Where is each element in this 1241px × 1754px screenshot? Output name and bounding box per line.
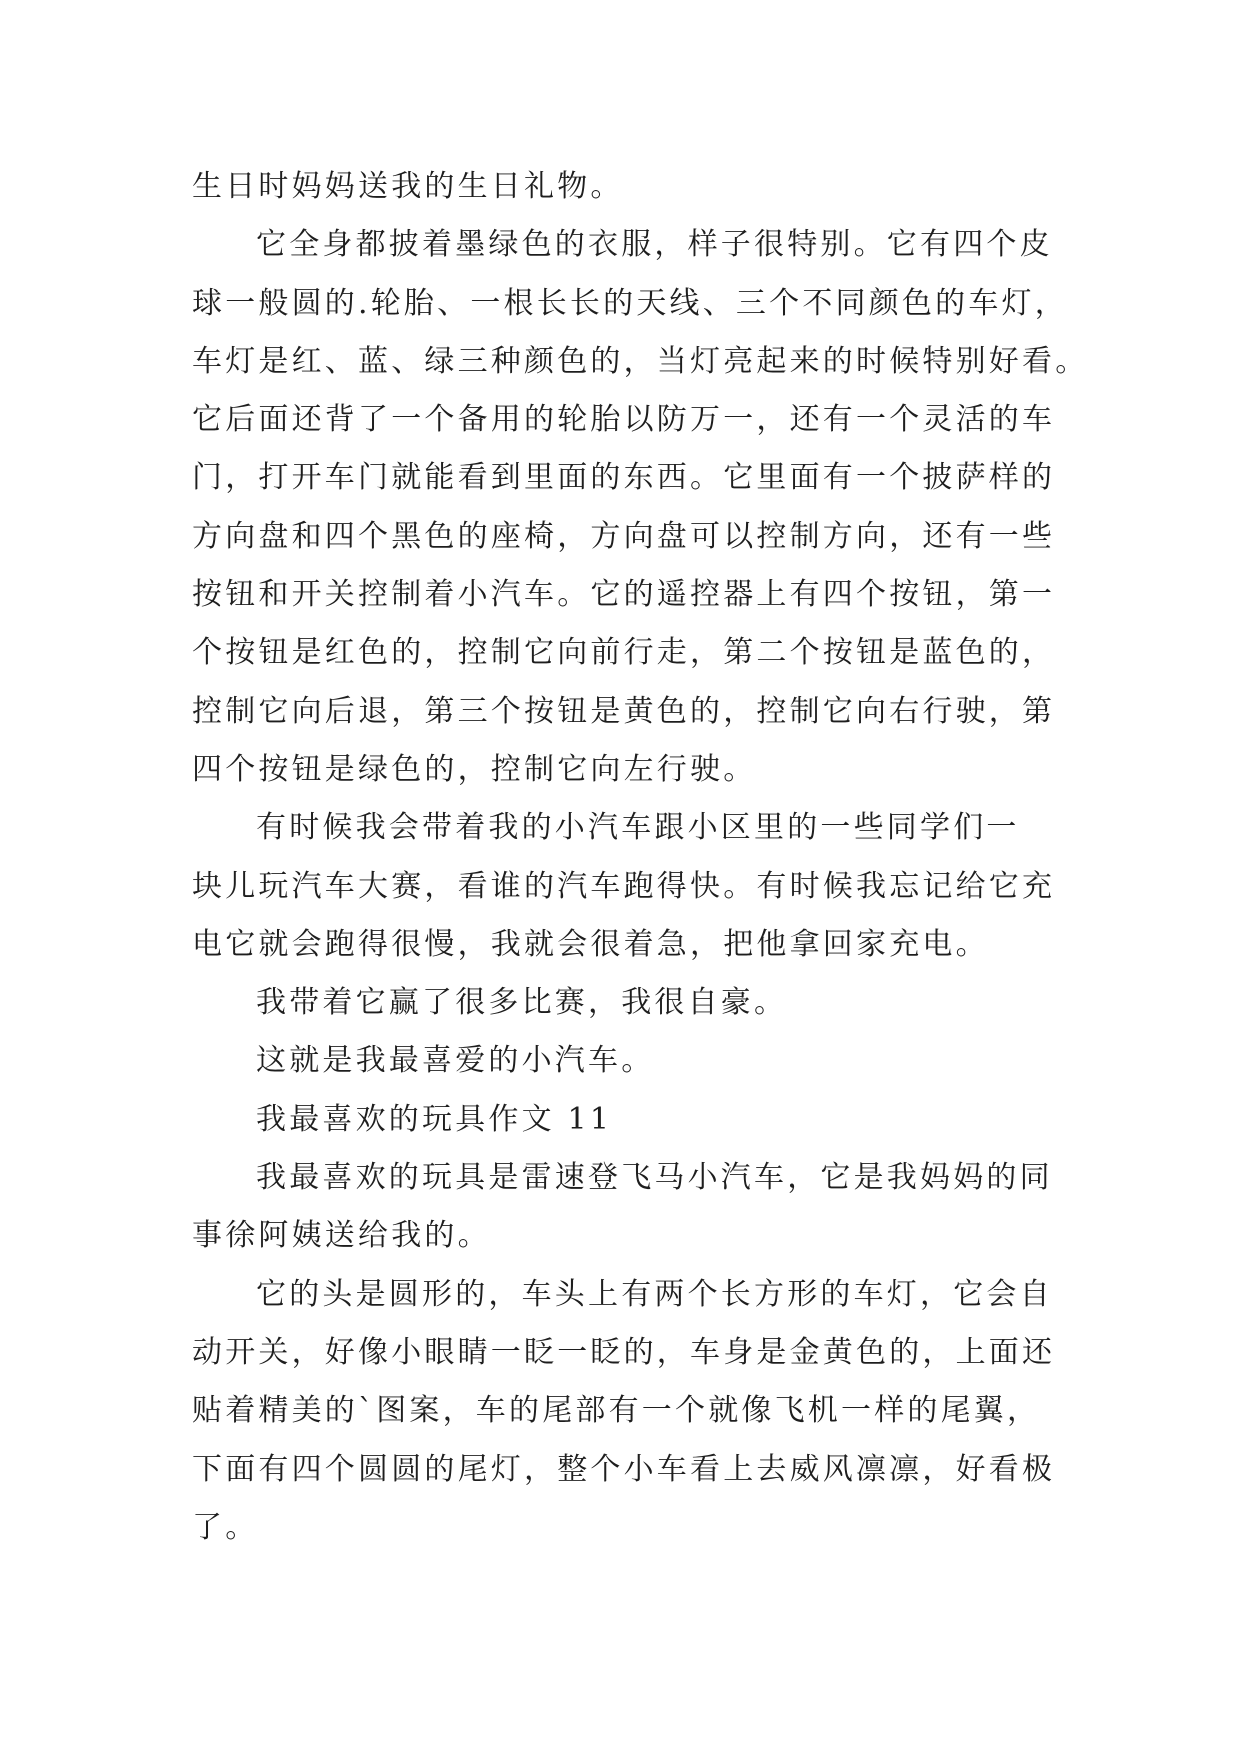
- document-body: [192, 158, 1089, 1557]
- paragraph-start-line: 我带着它赢了很多比赛，我很自豪。: [256, 985, 788, 1021]
- text-line: 门，打开车门就能看到里面的东西。它里面有一个披萨样的: [192, 460, 1056, 496]
- text-line: 球一般圆的.轮胎、一根长长的天线、三个不同颜色的车灯，: [192, 285, 1068, 321]
- text-line: 下面有四个圆圆的尾灯，整个小车看上去威风凛凛，好看极: [192, 1451, 1056, 1487]
- text-line: 按钮和开关控制着小汽车。它的遥控器上有四个按钮，第一: [192, 577, 1056, 613]
- text-line: 电它就会跑得很慢，我就会很着急，把他拿回家充电。: [192, 926, 989, 962]
- text-line: 它后面还背了一个备用的轮胎以防万一，还有一个灵活的车: [192, 402, 1056, 438]
- text-line: 事徐阿姨送给我的。: [192, 1218, 491, 1254]
- text-line: 贴着精美的`图案，车的尾部有一个就像飞机一样的尾翼，: [192, 1393, 1041, 1429]
- text-line: 生日时妈妈送我的生日礼物。: [192, 169, 624, 204]
- text-line: 块儿玩汽车大赛，看谁的汽车跑得快。有时候我忘记给它充: [192, 868, 1056, 904]
- text-line: 车灯是红、蓝、绿三种颜色的，当灯亮起来的时候特别好看。: [192, 343, 1089, 379]
- paragraph-start-line: 这就是我最喜爱的小汽车。: [256, 1043, 655, 1079]
- text-line: 个按钮是红色的，控制它向前行走，第二个按钮是蓝色的，: [192, 635, 1056, 671]
- paragraph-start-line: 它的头是圆形的，车头上有两个长方形的车灯，它会自: [256, 1276, 1053, 1312]
- text-line: 控制它向后退，第三个按钮是黄色的，控制它向右行驶，第: [192, 693, 1056, 729]
- section-heading: 我最喜欢的玩具作文 11: [256, 1101, 613, 1137]
- text-line: 方向盘和四个黑色的座椅，方向盘可以控制方向，还有一些: [192, 518, 1056, 554]
- paragraph-start-line: 它全身都披着墨绿色的衣服，样子很特别。它有四个皮: [256, 227, 1053, 263]
- paragraph-start-line: 有时候我会带着我的小汽车跟小区里的一些同学们一: [256, 810, 1020, 846]
- paragraph-start-line: 我最喜欢的玩具是雷速登飞马小汽车，它是我妈妈的同: [256, 1160, 1053, 1196]
- text-line: 动开关，好像小眼睛一眨一眨的，车身是金黄色的，上面还: [192, 1334, 1056, 1370]
- text-line: 了。: [192, 1509, 259, 1545]
- text-line: 四个按钮是绿色的，控制它向左行驶。: [192, 751, 757, 787]
